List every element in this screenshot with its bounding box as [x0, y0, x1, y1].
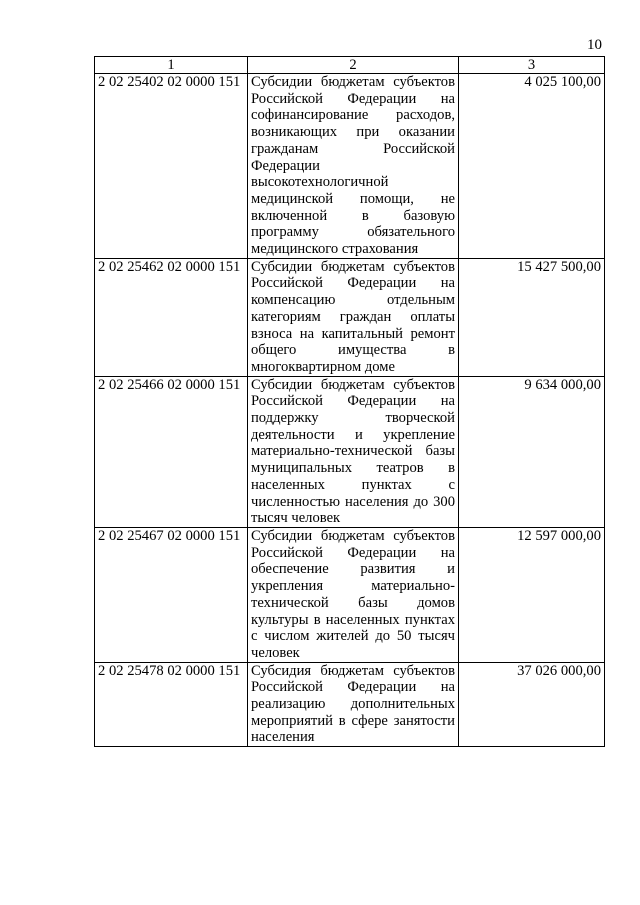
table-header-row [95, 57, 605, 74]
table-row [95, 662, 605, 747]
budget-code-cell: 2 02 25478 02 0000 151 [95, 662, 248, 747]
table-row [95, 258, 605, 376]
description-cell: Субсидия бюджетам субъектов Российской Федерации на реализацию дополнительных мероприятий в сфере занятости населения [248, 662, 459, 747]
description-cell: Субсидии бюджетам субъектов Российской Федерации на поддержку творческой деятельности и укрепление материально-технической базы муниципальных театров в населенных пунктах с численностью населения до 300 тысяч человек [248, 376, 459, 527]
budget-code-cell: 2 02 25467 02 0000 151 [95, 527, 248, 662]
amount-cell: 12 597 000,00 [459, 527, 605, 662]
table-row [95, 74, 605, 259]
amount-cell: 9 634 000,00 [459, 376, 605, 527]
amount-cell: 37 026 000,00 [459, 662, 605, 747]
column-header-2: 2 [248, 57, 459, 74]
description-cell: Субсидии бюджетам субъектов Российской Федерации на компенсацию отдельным категориям граждан оплаты взноса на капитальный ремонт общего имущества в многоквартирном доме [248, 258, 459, 376]
page-number: 10 [587, 37, 602, 53]
table-row [95, 376, 605, 527]
column-header-3: 3 [459, 57, 605, 74]
description-cell: Субсидии бюджетам субъектов Российской Федерации на софинансирование расходов, возникающих при оказании гражданам Российской Федерации высокотехнологичной медицинской помощи, не включенной в базовую программу обязательного медицинского страхования [248, 74, 459, 259]
budget-table [94, 56, 605, 747]
amount-cell: 4 025 100,00 [459, 74, 605, 259]
amount-cell: 15 427 500,00 [459, 258, 605, 376]
description-cell: Субсидии бюджетам субъектов Российской Федерации на обеспечение развития и укрепления материально-технической базы домов культуры в населенных пунктах с числом жителей до 50 тысяч человек [248, 527, 459, 662]
budget-code-cell: 2 02 25466 02 0000 151 [95, 376, 248, 527]
table-row [95, 527, 605, 662]
column-header-1: 1 [95, 57, 248, 74]
budget-code-cell: 2 02 25462 02 0000 151 [95, 258, 248, 376]
budget-code-cell: 2 02 25402 02 0000 151 [95, 74, 248, 259]
